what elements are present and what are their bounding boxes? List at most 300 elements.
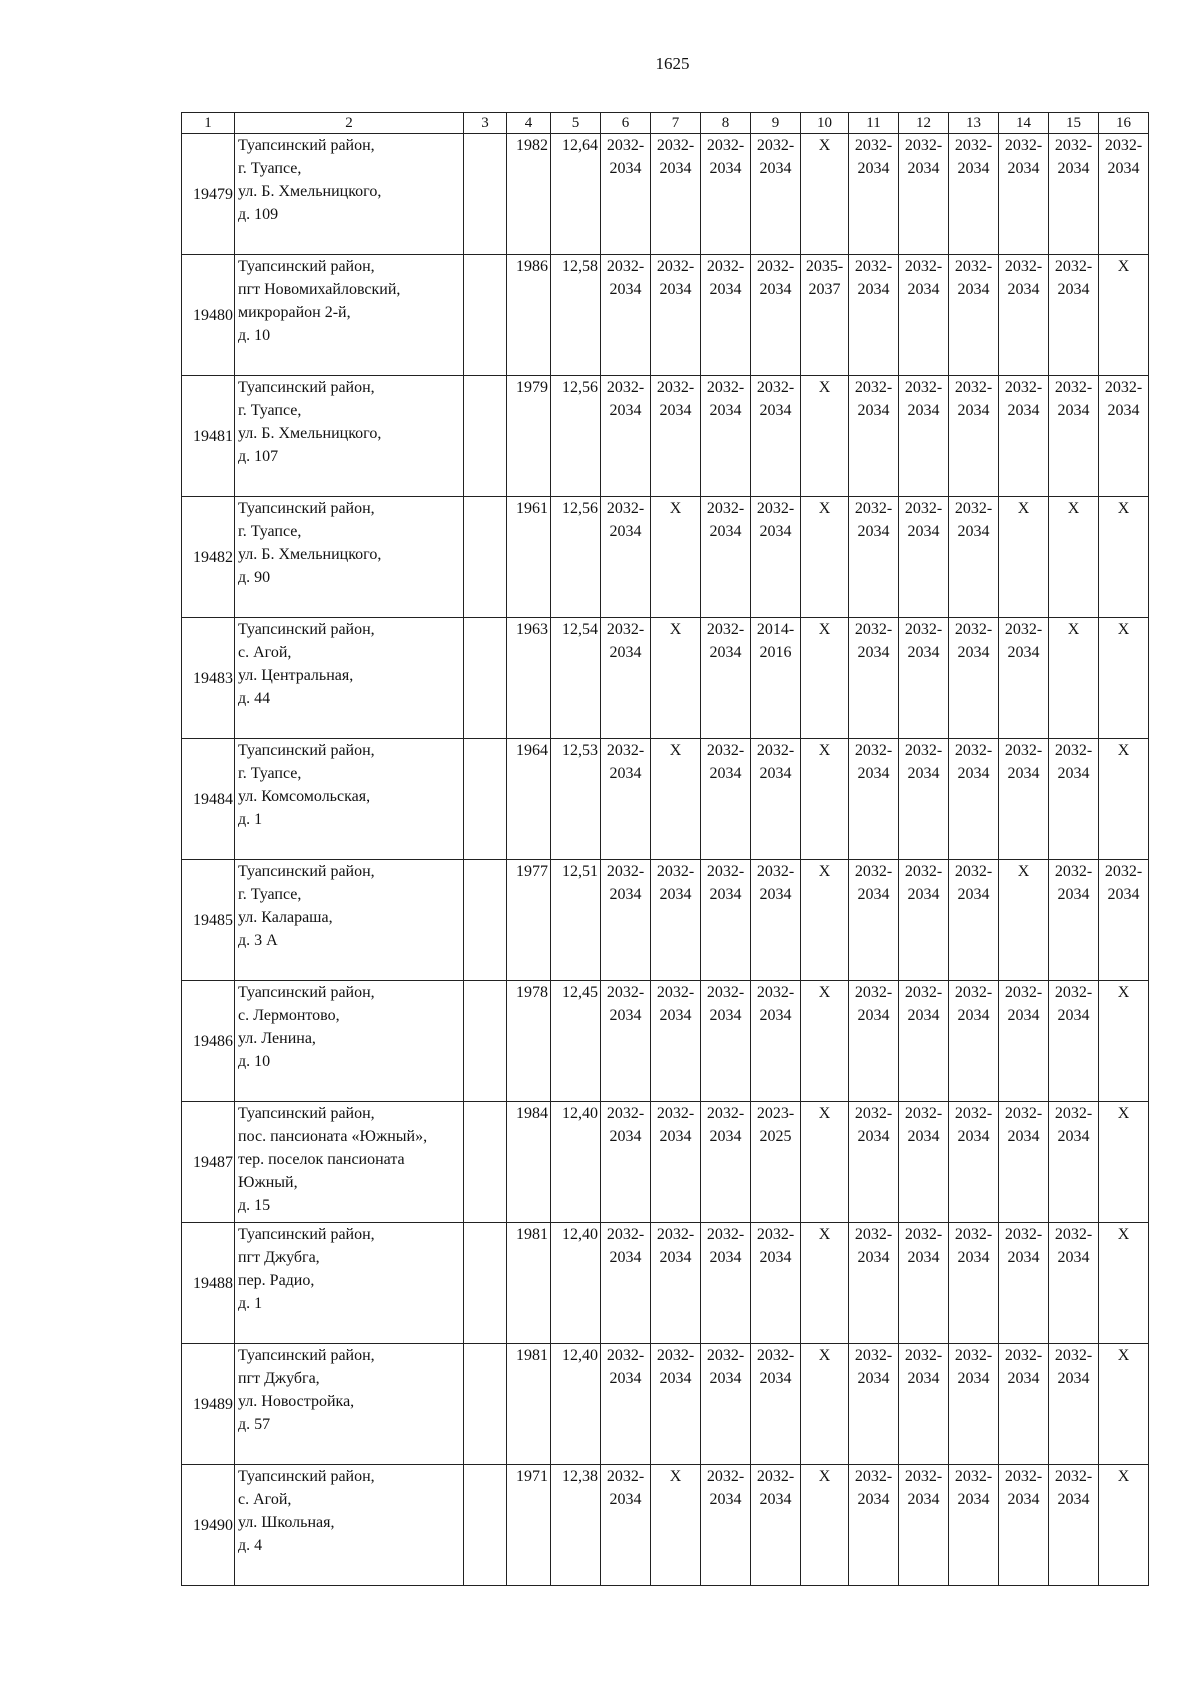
term-line: 2032- [954, 1105, 993, 1122]
row-id-cell: 19489 [182, 1344, 235, 1465]
term-cell [601, 255, 651, 376]
term-line: 2032- [706, 621, 745, 638]
term-line: 2032- [606, 137, 645, 154]
term-line: X [818, 984, 831, 1001]
term-cell [999, 134, 1049, 255]
term-cell [651, 1465, 701, 1586]
term-line: 2034 [1107, 402, 1140, 419]
term-cell [899, 1223, 949, 1344]
year-cell: 1977 [507, 860, 551, 981]
term-line: 2034 [659, 886, 692, 903]
term-cell [999, 1344, 1049, 1465]
term-line: 2034 [1107, 886, 1140, 903]
column-number-cell: 3 [464, 113, 507, 134]
term-cell [1099, 860, 1149, 981]
term-cell [601, 1102, 651, 1223]
term-line: 2032- [656, 863, 695, 880]
term-cell [1049, 134, 1099, 255]
term-cell [751, 497, 801, 618]
term-line: 2034 [609, 1007, 642, 1024]
term-line: 2034 [709, 765, 742, 782]
term-line: 2034 [857, 160, 890, 177]
term-line: 2034 [907, 886, 940, 903]
term-line: 2032- [706, 1468, 745, 1485]
term-line: X [818, 621, 831, 638]
term-line: 2032- [606, 500, 645, 517]
term-cell [801, 739, 849, 860]
address-line: Туапсинский район, [238, 1226, 375, 1243]
address-cell [235, 618, 464, 739]
term-line: 2034 [857, 886, 890, 903]
term-line: 2034 [759, 1007, 792, 1024]
term-cell [751, 1465, 801, 1586]
term-line: 2034 [709, 1249, 742, 1266]
term-cell [849, 376, 899, 497]
term-line: 2034 [857, 281, 890, 298]
row-id-cell: 19481 [182, 376, 235, 497]
term-cell [651, 134, 701, 255]
term-line: 2032- [706, 984, 745, 1001]
term-line: 2032- [1054, 863, 1093, 880]
empty-cell [464, 1223, 507, 1344]
value-cell: 12,56 [551, 497, 601, 618]
empty-cell [464, 376, 507, 497]
address-line: ул. Центральная, [238, 667, 354, 684]
term-cell [601, 376, 651, 497]
address-line: пгт Джубга, [238, 1249, 320, 1266]
term-cell [751, 376, 801, 497]
term-line: 2032- [904, 984, 943, 1001]
term-line: 2032- [954, 863, 993, 880]
term-line: 2034 [957, 1007, 990, 1024]
term-line: 2034 [857, 1491, 890, 1508]
year-cell: 1986 [507, 255, 551, 376]
address-line: д. 109 [238, 206, 279, 223]
term-cell [1049, 497, 1099, 618]
term-cell [751, 1344, 801, 1465]
term-line: 2032- [904, 1105, 943, 1122]
year-cell: 1982 [507, 134, 551, 255]
housing-repair-table [181, 112, 1149, 1586]
term-line: 2034 [1057, 765, 1090, 782]
term-line: 2034 [957, 160, 990, 177]
term-cell [801, 255, 849, 376]
term-cell [1099, 376, 1149, 497]
address-cell [235, 1465, 464, 1586]
year-cell: 1981 [507, 1223, 551, 1344]
term-cell [801, 1344, 849, 1465]
term-cell [949, 1223, 999, 1344]
term-line: 2032- [1054, 379, 1093, 396]
row-id-cell: 19490 [182, 1465, 235, 1586]
term-cell [999, 1223, 1049, 1344]
term-line: 2032- [1004, 379, 1043, 396]
address-line: ул. Б. Хмельницкого, [238, 546, 382, 563]
term-cell [1049, 981, 1099, 1102]
value-cell: 12,40 [551, 1344, 601, 1465]
address-line: пгт Джубга, [238, 1370, 320, 1387]
term-line: 2034 [1007, 160, 1040, 177]
term-line: X [818, 379, 831, 396]
term-line: 2032- [954, 1226, 993, 1243]
term-cell [751, 860, 801, 981]
address-line: ул. Новостройка, [238, 1393, 355, 1410]
term-cell [601, 739, 651, 860]
address-line: Туапсинский район, [238, 258, 375, 275]
term-line: 2032- [904, 258, 943, 275]
term-line: 2032- [954, 137, 993, 154]
term-cell [999, 618, 1049, 739]
term-line: 2032- [756, 137, 795, 154]
table-row [182, 134, 1149, 255]
term-line: X [818, 1468, 831, 1485]
term-line: 2034 [1007, 402, 1040, 419]
term-line: 2032- [954, 1347, 993, 1364]
empty-cell [464, 618, 507, 739]
term-line: 2032- [904, 379, 943, 396]
term-line: 2034 [1007, 765, 1040, 782]
term-cell [899, 739, 949, 860]
term-cell [849, 255, 899, 376]
term-line: 2034 [907, 644, 940, 661]
term-line: 2034 [907, 1370, 940, 1387]
row-id-cell: 19486 [182, 981, 235, 1102]
address-line: д. 10 [238, 1053, 271, 1070]
term-line: 2034 [609, 1370, 642, 1387]
term-cell [1099, 1102, 1149, 1223]
address-cell [235, 255, 464, 376]
address-line: с. Агой, [238, 1491, 292, 1508]
row-id-cell: 19488 [182, 1223, 235, 1344]
term-cell [651, 618, 701, 739]
term-line: 2032- [854, 1105, 893, 1122]
term-cell [651, 981, 701, 1102]
term-cell [1099, 134, 1149, 255]
term-cell [1049, 1344, 1099, 1465]
term-cell [899, 497, 949, 618]
term-cell [1049, 1465, 1099, 1586]
column-number-cell: 5 [551, 113, 601, 134]
term-cell [651, 739, 701, 860]
address-cell [235, 860, 464, 981]
term-cell [601, 860, 651, 981]
term-line: 2014- [756, 621, 795, 638]
term-line: 2023- [756, 1105, 795, 1122]
address-line: Туапсинский район, [238, 984, 375, 1001]
term-line: 2032- [854, 742, 893, 759]
term-line: 2032- [854, 1226, 893, 1243]
column-number-cell: 16 [1099, 113, 1149, 134]
term-line: 2032- [1104, 137, 1143, 154]
term-line: 2032- [1004, 1105, 1043, 1122]
term-line: 2034 [957, 886, 990, 903]
term-line: 2034 [709, 281, 742, 298]
term-cell [899, 1465, 949, 1586]
term-line: 2034 [659, 1249, 692, 1266]
term-line: 2034 [957, 523, 990, 540]
term-cell [949, 860, 999, 981]
address-cell [235, 497, 464, 618]
term-line: 2034 [1057, 160, 1090, 177]
term-line: 2034 [709, 644, 742, 661]
year-cell: 1971 [507, 1465, 551, 1586]
term-cell [601, 1223, 651, 1344]
value-cell: 12,38 [551, 1465, 601, 1586]
column-number-cell: 10 [801, 113, 849, 134]
term-cell [701, 1102, 751, 1223]
term-line: 2032- [904, 1226, 943, 1243]
term-line: 2032- [706, 379, 745, 396]
term-line: 2034 [759, 1370, 792, 1387]
term-line: 2032- [706, 500, 745, 517]
term-line: 2032- [1004, 1226, 1043, 1243]
term-line: X [1067, 500, 1080, 517]
term-line: 2032- [1054, 137, 1093, 154]
term-line: 2037 [808, 281, 841, 298]
term-line: 2034 [857, 1007, 890, 1024]
term-line: X [1067, 621, 1080, 638]
term-line: 2034 [957, 644, 990, 661]
value-cell: 12,51 [551, 860, 601, 981]
address-cell [235, 134, 464, 255]
term-line: 2034 [1057, 402, 1090, 419]
term-cell [601, 497, 651, 618]
term-cell [949, 1465, 999, 1586]
column-number-cell: 11 [849, 113, 899, 134]
address-line: пгт Новомихайловский, [238, 281, 401, 298]
term-line: 2034 [857, 644, 890, 661]
address-line: Туапсинский район, [238, 500, 375, 517]
term-cell [801, 376, 849, 497]
column-number-cell: 12 [899, 113, 949, 134]
term-line: 2032- [756, 863, 795, 880]
address-line: ул. Б. Хмельницкого, [238, 425, 382, 442]
term-cell [1099, 1465, 1149, 1586]
term-line: X [1117, 1468, 1130, 1485]
term-line: 2034 [857, 1128, 890, 1145]
term-cell [1099, 618, 1149, 739]
term-line: 2034 [709, 886, 742, 903]
address-line: пер. Радио, [238, 1272, 315, 1289]
term-cell [801, 860, 849, 981]
term-line: 2032- [904, 621, 943, 638]
term-cell [1099, 739, 1149, 860]
address-cell [235, 1223, 464, 1344]
term-line: 2034 [907, 765, 940, 782]
term-line: 2034 [1057, 1128, 1090, 1145]
term-line: 2034 [759, 886, 792, 903]
term-line: 2035- [805, 258, 844, 275]
term-line: 2034 [759, 1249, 792, 1266]
term-cell [701, 497, 751, 618]
term-cell [601, 134, 651, 255]
address-cell [235, 376, 464, 497]
term-line: 2034 [857, 1370, 890, 1387]
term-cell [949, 1344, 999, 1465]
term-line: 2032- [756, 379, 795, 396]
term-line: X [1117, 742, 1130, 759]
address-line: с. Лермонтово, [238, 1007, 340, 1024]
term-line: 2032- [706, 1105, 745, 1122]
term-line: 2034 [659, 402, 692, 419]
term-line: 2032- [954, 984, 993, 1001]
term-cell [701, 1465, 751, 1586]
term-cell [1049, 739, 1099, 860]
term-cell [751, 739, 801, 860]
term-line: 2032- [706, 863, 745, 880]
term-line: X [818, 1105, 831, 1122]
term-line: 2032- [756, 1226, 795, 1243]
value-cell: 12,40 [551, 1102, 601, 1223]
value-cell: 12,45 [551, 981, 601, 1102]
term-line: 2032- [606, 1347, 645, 1364]
term-cell [849, 134, 899, 255]
term-line: X [818, 742, 831, 759]
term-line: 2032- [904, 863, 943, 880]
term-line: 2034 [709, 160, 742, 177]
term-line: 2032- [756, 1468, 795, 1485]
term-line: 2032- [656, 137, 695, 154]
table-row [182, 1102, 1149, 1223]
term-line: 2032- [706, 1226, 745, 1243]
term-cell [651, 1344, 701, 1465]
term-line: 2032- [706, 137, 745, 154]
term-cell [601, 618, 651, 739]
table-row [182, 255, 1149, 376]
column-number-cell: 2 [235, 113, 464, 134]
term-line: 2034 [1007, 1370, 1040, 1387]
address-line: тер. поселок пансионата [238, 1151, 405, 1168]
term-line: 2032- [854, 621, 893, 638]
term-cell [899, 1102, 949, 1223]
column-number-cell: 1 [182, 113, 235, 134]
term-cell [949, 1102, 999, 1223]
empty-cell [464, 134, 507, 255]
year-cell: 1964 [507, 739, 551, 860]
address-line: г. Туапсе, [238, 886, 302, 903]
term-line: 2034 [907, 1249, 940, 1266]
column-number-cell: 8 [701, 113, 751, 134]
value-cell: 12,54 [551, 618, 601, 739]
term-line: 2032- [1054, 1105, 1093, 1122]
term-line: X [818, 1226, 831, 1243]
empty-cell [464, 1344, 507, 1465]
term-line: 2032- [954, 1468, 993, 1485]
term-cell [999, 376, 1049, 497]
term-cell [751, 1223, 801, 1344]
address-line: д. 107 [238, 448, 279, 465]
term-cell [651, 1102, 701, 1223]
table-row [182, 739, 1149, 860]
term-line: 2034 [609, 886, 642, 903]
term-line: 2032- [1054, 1468, 1093, 1485]
term-line: X [669, 742, 682, 759]
term-cell [949, 618, 999, 739]
term-line: 2032- [904, 1347, 943, 1364]
term-cell [651, 1223, 701, 1344]
page-number: 1625 [655, 54, 690, 73]
term-line: X [818, 137, 831, 154]
term-line: 2034 [907, 402, 940, 419]
column-number-cell: 6 [601, 113, 651, 134]
address-line: д. 10 [238, 327, 271, 344]
address-line: д. 1 [238, 1295, 263, 1312]
term-cell [949, 497, 999, 618]
value-cell: 12,58 [551, 255, 601, 376]
term-line: X [1117, 1105, 1130, 1122]
term-cell [651, 860, 701, 981]
term-line: 2034 [957, 1491, 990, 1508]
term-cell [999, 255, 1049, 376]
term-line: 2034 [709, 1370, 742, 1387]
term-cell [701, 981, 751, 1102]
term-line: 2032- [1054, 742, 1093, 759]
term-line: 2032- [904, 742, 943, 759]
term-cell [701, 739, 751, 860]
term-cell [701, 376, 751, 497]
term-cell [899, 618, 949, 739]
table-row [182, 618, 1149, 739]
term-line: 2034 [609, 160, 642, 177]
term-cell [899, 981, 949, 1102]
value-cell: 12,40 [551, 1223, 601, 1344]
term-line: X [1017, 863, 1030, 880]
table-row [182, 860, 1149, 981]
term-line: 2032- [854, 1468, 893, 1485]
term-line: 2034 [907, 1491, 940, 1508]
term-line: 2034 [609, 402, 642, 419]
row-id-cell: 19483 [182, 618, 235, 739]
address-line: д. 4 [238, 1537, 263, 1554]
term-line: 2032- [656, 984, 695, 1001]
empty-cell [464, 860, 507, 981]
term-line: 2032- [756, 258, 795, 275]
term-line: 2034 [857, 402, 890, 419]
term-cell [701, 1223, 751, 1344]
term-cell [801, 497, 849, 618]
term-line: X [1117, 621, 1130, 638]
table-row [182, 497, 1149, 618]
term-line: 2032- [904, 1468, 943, 1485]
table-row [182, 981, 1149, 1102]
term-line: 2032- [1004, 1347, 1043, 1364]
term-cell [849, 618, 899, 739]
term-line: 2032- [1054, 1226, 1093, 1243]
term-cell [899, 1344, 949, 1465]
term-line: 2034 [759, 281, 792, 298]
term-line: 2034 [609, 1128, 642, 1145]
column-number-cell: 4 [507, 113, 551, 134]
value-cell: 12,64 [551, 134, 601, 255]
term-cell [601, 1344, 651, 1465]
term-line: X [669, 621, 682, 638]
term-line: 2032- [1054, 984, 1093, 1001]
term-cell [1099, 1223, 1149, 1344]
term-line: 2032- [606, 742, 645, 759]
address-line: Туапсинский район, [238, 863, 375, 880]
term-line: 2034 [709, 523, 742, 540]
table-row [182, 376, 1149, 497]
term-line: 2032- [854, 137, 893, 154]
address-cell [235, 739, 464, 860]
term-cell [999, 739, 1049, 860]
term-cell [1099, 497, 1149, 618]
year-cell: 1961 [507, 497, 551, 618]
term-cell [899, 860, 949, 981]
term-cell [1049, 255, 1099, 376]
term-line: 2034 [659, 1128, 692, 1145]
term-line: 2034 [659, 281, 692, 298]
